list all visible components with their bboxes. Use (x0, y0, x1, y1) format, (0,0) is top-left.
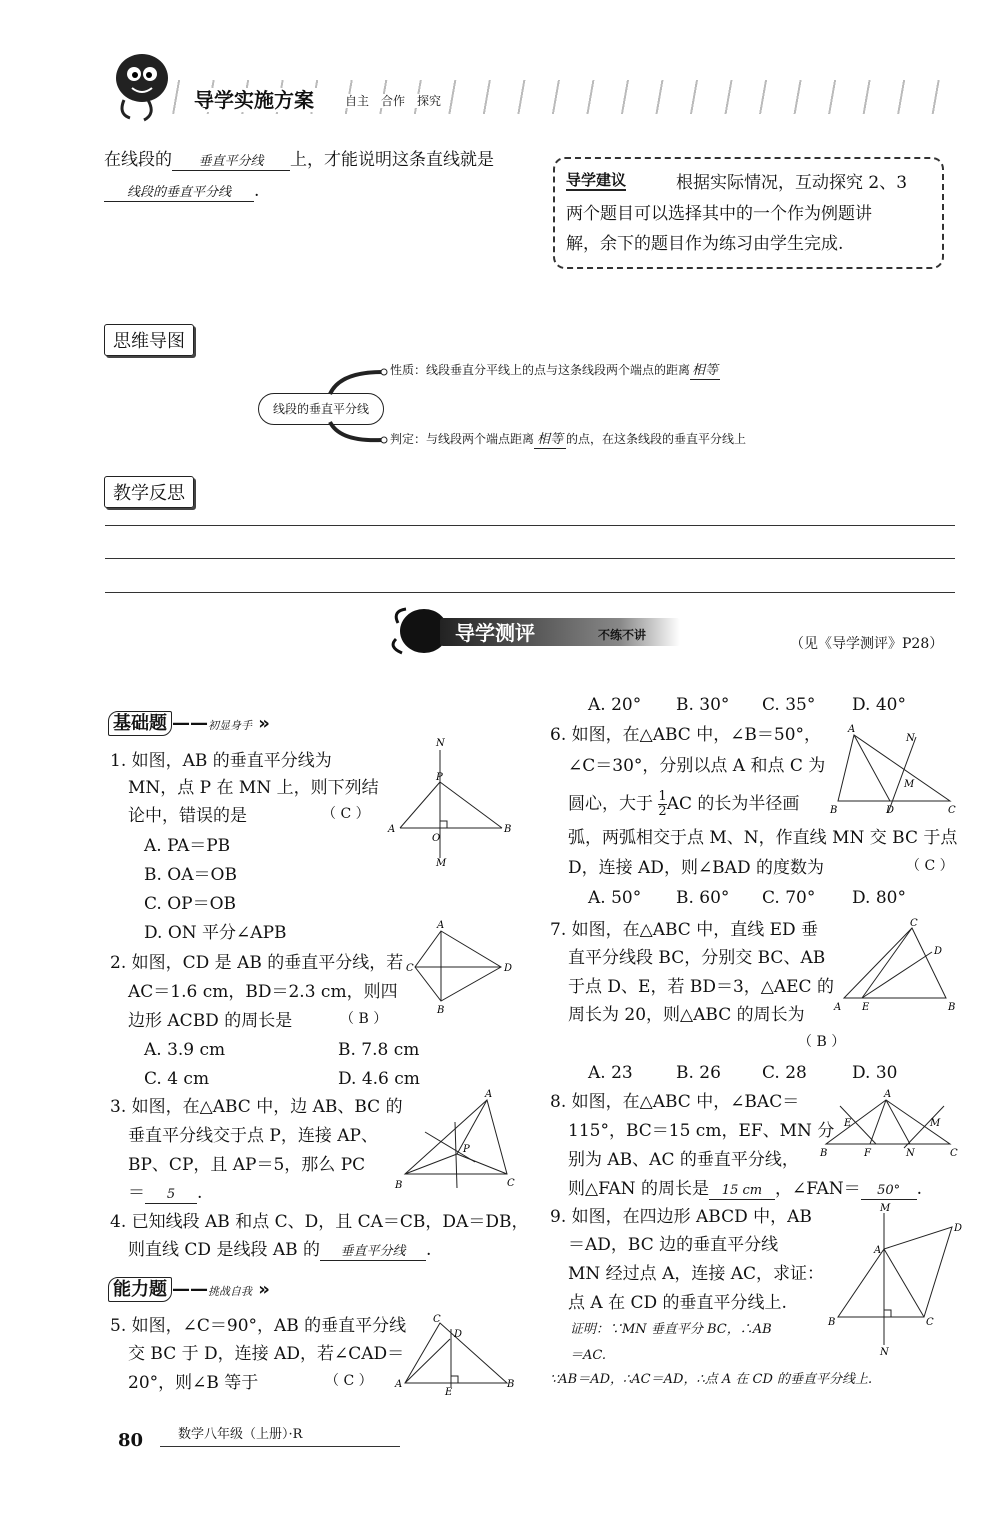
q2-line: 边形 ACBD 的周长是 (128, 1011, 293, 1031)
svg-text:N: N (906, 733, 915, 744)
q5-figure (395, 1314, 520, 1398)
q6-figure (830, 725, 960, 815)
svg-text:M: M (930, 1118, 941, 1129)
q9-line: MN 经过点 A，连接 AC，求证： (568, 1264, 825, 1284)
q1-option-d: D. ON 平分∠APB (144, 923, 287, 943)
q6-frac-num: 1 (658, 789, 667, 804)
q7-option-c: C. 28 (762, 1063, 807, 1083)
tip-label: 导学建议 (566, 171, 627, 189)
q7-line: 直平分线段 BC，分别交 BC、AB (568, 948, 826, 968)
svg-text:C: C (406, 963, 414, 974)
q5-option-d: D. 40° (852, 695, 906, 715)
banner-title: 导学测评 (455, 621, 535, 645)
q6-line: D，连接 AD，则∠BAD 的度数为 (568, 858, 824, 878)
svg-text:B: B (504, 824, 512, 835)
q7-line: 7. 如图，在△ABC 中，直线 ED 垂 (550, 920, 819, 940)
q6-line: 弧，两弧相交于点 M、N，作直线 MN 交 BC 于点 (568, 828, 958, 848)
q2-figure (405, 920, 520, 1016)
svg-text:C: C (948, 805, 956, 816)
mindmap-property: 性质：线段垂直分平线上的点与这条线段两个端点的距离 相等 (390, 363, 719, 378)
q7-line: 于点 D、E，若 BD＝3，△AEC 的 (568, 977, 834, 997)
svg-text:A: A (437, 920, 445, 931)
q3-line: BP、CP，且 AP＝5，那么 PC (128, 1155, 366, 1175)
svg-text:N: N (436, 738, 445, 749)
q2-option-a: A. 3.9 cm (144, 1040, 226, 1060)
svg-text:B: B (437, 1005, 445, 1016)
q4-line: 则直线 CD 是线段 AB 的 垂直平分线 . (128, 1240, 432, 1260)
reflection-line (105, 558, 955, 559)
header-subtitle: 自主 合作 探究 (342, 94, 444, 108)
q2-option-b: B. 7.8 cm (338, 1040, 420, 1060)
svg-text:B: B (948, 1002, 956, 1013)
svg-text:N: N (880, 1347, 889, 1358)
svg-text:M: M (436, 858, 447, 869)
q3-line: ＝ 5 . (128, 1183, 203, 1203)
q2-option-c: C. 4 cm (144, 1069, 210, 1089)
q1-line: MN，点 P 在 MN 上，则下列结 (128, 778, 379, 798)
q2-answer: （ B ） (340, 1011, 388, 1027)
q5-option-c: C. 35° (762, 695, 816, 715)
banner-ref: （见《导学测评》P28） (790, 636, 944, 652)
svg-text:P: P (463, 1144, 470, 1155)
q1-line: 1. 如图，AB 的垂直平分线为 (110, 751, 332, 771)
tip-line2: 两个题目可以选择其中的一个作为例题讲 (566, 204, 872, 224)
svg-text:C: C (910, 918, 918, 929)
reflection-label: 教学反思 (104, 476, 194, 508)
svg-text:F: F (864, 1148, 871, 1159)
q3-figure (395, 1089, 520, 1192)
ability-heading: 能力题 ——挑战自我 » (108, 1275, 270, 1301)
mindmap-center: 线段的垂直平分线 (258, 393, 384, 425)
svg-text:M: M (904, 779, 915, 790)
q8-line: 8. 如图，在△ABC 中，∠BAC＝ (550, 1092, 800, 1112)
intro-line1: 在线段的 垂直平分线 上，才能说明这条直线就是 (104, 150, 494, 170)
q5-line: 5. 如图，∠C＝90°，AB 的垂直平分线 (110, 1316, 407, 1336)
reflection-line (105, 525, 955, 526)
svg-text:A: A (485, 1089, 493, 1100)
q1-figure (380, 740, 520, 870)
q8-line: 则△FAN 的周长是 15 cm ，∠FAN＝ 50° . (568, 1179, 923, 1199)
svg-text:N: N (906, 1148, 915, 1159)
q7-figure (832, 918, 962, 1018)
q6-option-b: B. 60° (676, 888, 730, 908)
footer-rule (160, 1446, 400, 1447)
q5-line: 20°，则∠B 等于 (128, 1373, 259, 1393)
svg-text:C: C (433, 1314, 441, 1325)
svg-text:B: B (507, 1379, 515, 1390)
q3-line: 3. 如图，在△ABC 中，边 AB、BC 的 (110, 1097, 403, 1117)
q8-line: 115°，BC＝15 cm，EF、MN 分 (568, 1121, 835, 1141)
svg-text:A: A (884, 1089, 892, 1100)
q9-proof: ＝AC. (570, 1348, 607, 1363)
q5-line: 交 BC 于 D，连接 AD，若∠CAD＝ (128, 1344, 405, 1364)
svg-text:D: D (886, 805, 895, 816)
svg-text:E: E (862, 1002, 870, 1013)
q6-answer: （ C ） (906, 858, 954, 874)
q9-proof: ∵AB＝AD，∴AC＝AD，∴点 A 在 CD 的垂直平分线上. (550, 1372, 873, 1387)
svg-text:A: A (834, 1002, 842, 1013)
q2-line: AC＝1.6 cm，BD＝2.3 cm，则四 (128, 982, 398, 1002)
svg-text:M: M (880, 1203, 891, 1214)
svg-text:A: A (388, 824, 396, 835)
q1-option-c: C. OP＝OB (144, 894, 237, 914)
mindmap-branches (320, 360, 400, 450)
svg-text:P: P (436, 772, 443, 783)
tip-line3: 解，余下的题目作为练习由学生完成. (566, 234, 844, 254)
svg-text:B: B (395, 1180, 403, 1191)
q8-line: 别为 AB、AC 的垂直平分线， (568, 1150, 799, 1170)
q7-answer: （ B ） (798, 1034, 846, 1050)
q9-line: 点 A 在 CD 的垂直平分线上. (568, 1293, 787, 1313)
q6-line: 6. 如图，在△ABC 中，∠B＝50°， (550, 725, 822, 745)
mascot-icon (104, 44, 174, 124)
q6-option-d: D. 80° (852, 888, 906, 908)
svg-text:E: E (445, 1387, 453, 1398)
q9-figure (828, 1203, 963, 1358)
svg-text:A: A (848, 724, 856, 735)
q9-proof: 证明：∵MN 垂直平分 BC，∴AB (570, 1322, 772, 1337)
q4-line: 4. 已知线段 AB 和点 C、D，且 CA＝CB，DA＝DB， (110, 1212, 529, 1232)
q3-line: 垂直平分线交于点 P，连接 AP、 (128, 1126, 378, 1146)
header-title: 导学实施方案 (190, 88, 318, 112)
intro-line2: 线段的垂直平分线 . (104, 181, 259, 202)
q9-line: ＝AD，BC 边的垂直平分线 (568, 1235, 779, 1255)
svg-text:B: B (828, 1317, 836, 1328)
svg-text:D: D (954, 1223, 963, 1234)
svg-text:D: D (454, 1329, 463, 1340)
q1-answer: （ C ） (322, 806, 370, 822)
tip-line1: 根据实际情况，互动探究 2、3 (676, 173, 908, 193)
q5-answer: （ C ） (325, 1373, 373, 1389)
q2-option-d: D. 4.6 cm (338, 1069, 420, 1089)
svg-text:E: E (844, 1118, 852, 1129)
banner-slogan: 不练不讲 (598, 628, 647, 642)
svg-text:C: C (950, 1148, 958, 1159)
svg-text:B: B (830, 805, 838, 816)
q8-figure (820, 1089, 960, 1162)
q1-option-a: A. PA＝PB (144, 836, 231, 856)
mindmap-judgement: 判定：与线段两个端点距离 相等 的点，在这条线段的垂直平分线上 (390, 432, 747, 447)
svg-text:B: B (820, 1148, 828, 1159)
q5-option-b: B. 30° (676, 695, 730, 715)
q7-option-a: A. 23 (588, 1063, 633, 1083)
svg-text:C: C (926, 1317, 934, 1328)
svg-text:D: D (934, 946, 943, 957)
svg-text:C: C (507, 1178, 515, 1189)
mindmap-label: 思维导图 (104, 324, 194, 356)
q6-option-a: A. 50° (588, 888, 642, 908)
q6-option-c: C. 70° (762, 888, 816, 908)
q1-option-b: B. OA＝OB (144, 865, 237, 885)
q6-line: ∠C＝30°，分别以点 A 和点 C 为 (568, 756, 826, 776)
reflection-line (105, 592, 955, 593)
q6-frac-den: 2 (658, 804, 667, 819)
basic-heading: 基础题 ——初显身手 » (108, 709, 270, 735)
q7-option-b: B. 26 (676, 1063, 721, 1083)
q2-line: 2. 如图，CD 是 AB 的垂直平分线，若 (110, 953, 404, 973)
page-number: 80 (118, 1430, 144, 1451)
q1-line: 论中，错误的是 (128, 806, 247, 826)
svg-text:A: A (874, 1245, 882, 1256)
svg-text:O: O (432, 833, 441, 844)
q7-option-d: D. 30 (852, 1063, 898, 1083)
footer-book: 数学八年级（上册）·R (178, 1427, 303, 1442)
q9-line: 9. 如图，在四边形 ABCD 中，AB (550, 1207, 812, 1227)
svg-text:A: A (395, 1379, 403, 1390)
q7-line: 周长为 20，则△ABC 的周长为 (568, 1005, 805, 1025)
q5-option-a: A. 20° (588, 695, 642, 715)
q6-line: 圆心，大于 $\frac{1}{2}$ AC 的长为半径画 (568, 789, 800, 819)
svg-text:D: D (504, 963, 513, 974)
